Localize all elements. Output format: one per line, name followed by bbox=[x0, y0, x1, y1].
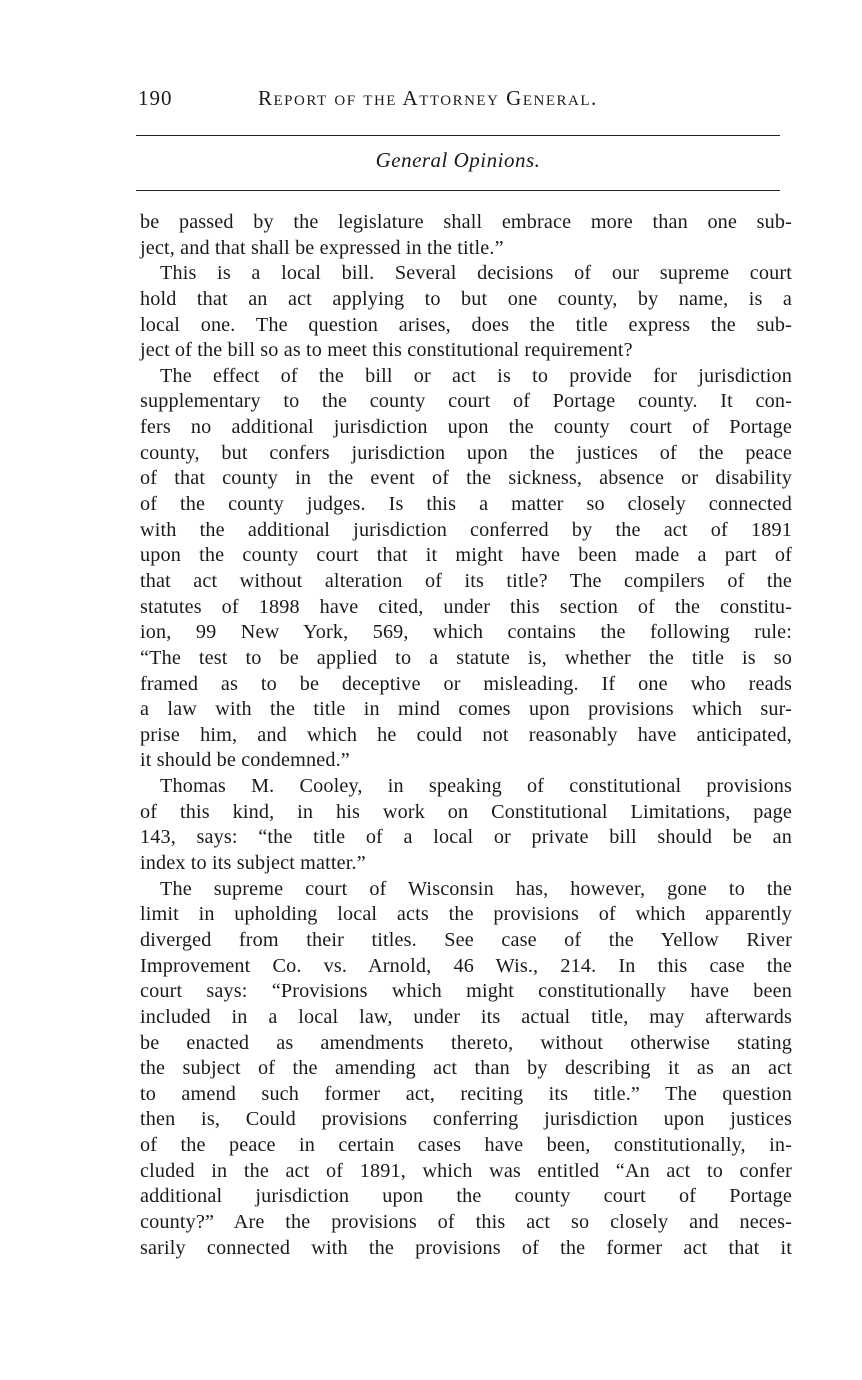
text-line: diverged from their titles. See case of the Yellow River bbox=[140, 928, 792, 951]
text-line: framed as to be deceptive or misleading. If one who reads bbox=[140, 672, 792, 695]
header-rule-bottom bbox=[136, 190, 780, 191]
text-line: The effect of the bill or act is to provide for jurisdiction bbox=[160, 364, 792, 387]
text-line: ion, 99 New York, 569, which contains the following rule: bbox=[140, 621, 792, 644]
text-line: upon the county court that it might have been made a part of bbox=[140, 544, 792, 567]
text-line: with the additional jurisdiction conferred by the act of 1891 bbox=[140, 518, 792, 541]
text-line: hold that an act applying to but one county, by name, is a bbox=[140, 287, 792, 310]
text-line: that act without alteration of its title? The compilers of the bbox=[140, 569, 792, 592]
text-line: ject, and that shall be expressed in the title.” bbox=[140, 236, 504, 259]
text-line: local one. The question arises, does the title express the sub- bbox=[140, 313, 792, 336]
text-line: index to its subject matter.” bbox=[140, 852, 366, 875]
text-line: be enacted as amendments thereto, without otherwise stating bbox=[140, 1031, 792, 1054]
running-title: Report of the Attorney General. bbox=[258, 86, 598, 110]
text-line: of this kind, in his work on Constitutional Limitations, page bbox=[140, 800, 792, 823]
text-line: supplementary to the county court of Portage county. It con- bbox=[140, 390, 792, 413]
text-line: sarily connected with the provisions of the former act that it bbox=[140, 1236, 792, 1259]
text-line: prise him, and which he could not reasonably have anticipated, bbox=[140, 723, 792, 746]
text-line: the subject of the amending act than by describing it as an act bbox=[140, 1057, 792, 1080]
text-line: ject of the bill so as to meet this constitutional requirement? bbox=[140, 339, 633, 362]
text-line: of the peace in certain cases have been, constitutionally, in- bbox=[140, 1134, 792, 1157]
text-line: 143, says: “the title of a local or private bill should be an bbox=[140, 826, 792, 849]
page-number: 190 bbox=[138, 86, 173, 110]
text-line: of that county in the event of the sickness, absence or disability bbox=[140, 467, 792, 490]
text-line: cluded in the act of 1891, which was entitled “An act to confer bbox=[140, 1159, 792, 1182]
text-line: it should be condemned.” bbox=[140, 749, 350, 772]
text-line: This is a local bill. Several decisions of our supreme court bbox=[160, 262, 792, 285]
text-line: to amend such former act, reciting its title.” The question bbox=[140, 1082, 792, 1105]
text-line: be passed by the legislature shall embrace more than one sub- bbox=[140, 211, 792, 233]
text-line: “The test to be applied to a statute is, whether the title is so bbox=[140, 646, 792, 669]
text-line: Thomas M. Cooley, in speaking of constitutional provisions bbox=[160, 775, 792, 798]
text-line: court says: “Provisions which might constitutionally have been bbox=[140, 980, 792, 1003]
text-line: fers no additional jurisdiction upon the county court of Portage bbox=[140, 416, 792, 439]
section-title: General Opinions. bbox=[375, 148, 541, 172]
text-line: then is, Could provisions conferring jurisdiction upon justices bbox=[140, 1108, 792, 1131]
text-line: of the county judges. Is this a matter so closely connected bbox=[140, 493, 792, 516]
body-text bbox=[140, 210, 792, 1261]
text-line: a law with the title in mind comes upon provisions which sur- bbox=[140, 698, 792, 721]
header-rule-top bbox=[136, 135, 780, 136]
text-line: Improvement Co. vs. Arnold, 46 Wis., 214. In this case the bbox=[140, 954, 792, 977]
text-line: county, but confers jurisdiction upon the justices of the peace bbox=[140, 441, 792, 464]
text-line: The supreme court of Wisconsin has, however, gone to the bbox=[160, 877, 792, 900]
text-line: limit in upholding local acts the provisions of which apparently bbox=[140, 903, 792, 926]
text-line: county?” Are the provisions of this act so closely and neces- bbox=[140, 1210, 792, 1233]
text-line: additional jurisdiction upon the county court of Portage bbox=[140, 1185, 792, 1208]
text-line: statutes of 1898 have cited, under this section of the constitu- bbox=[140, 595, 792, 618]
text-line: included in a local law, under its actual title, may afterwards bbox=[140, 1005, 792, 1028]
